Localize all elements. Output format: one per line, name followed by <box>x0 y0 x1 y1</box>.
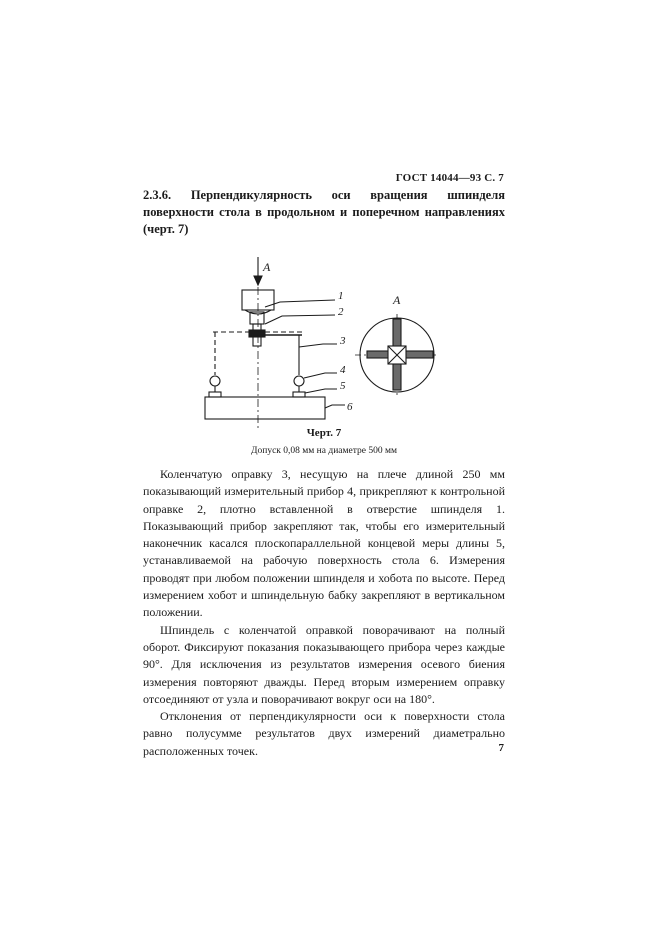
view-a-label: A <box>393 293 401 307</box>
figure-caption: Черт. 7 <box>306 427 342 439</box>
leader-2 <box>265 315 335 324</box>
indicator-left <box>210 376 220 386</box>
gauge-block-left <box>209 392 221 397</box>
leader-1 <box>265 300 335 307</box>
page-number: 7 <box>498 742 504 754</box>
section-title: Перпендикулярность оси вращения шпинделя поверхности стола в продольном и поперечном направлениях (черт. 7) <box>143 188 506 236</box>
leader-4 <box>304 373 337 378</box>
paragraph-2: Шпиндель с коленчатой оправкой поворачивают на полный оборот. Фиксируют показания показывающего прибора через каждые 90°. Для исключения из результатов измерения осевого биения измерения повторяют дважды. Перед вторым измерением оправку отсоединяют от узла и поворачивают вокруг оси на 180°. <box>143 622 505 706</box>
callout-4: 4 <box>340 364 346 376</box>
section-number: 2.3.6. <box>143 188 172 202</box>
work-table <box>205 397 325 419</box>
indicator-right <box>294 376 304 386</box>
callout-1: 1 <box>338 290 344 302</box>
callout-5: 5 <box>340 380 346 392</box>
leader-6 <box>325 405 345 408</box>
gauge-block-right <box>293 392 305 397</box>
tolerance-note: Допуск 0,08 мм на диаметре 500 мм <box>251 446 397 456</box>
callout-3: 3 <box>340 335 346 347</box>
paragraph-1: Коленчатую оправку 3, несущую на плече длиной 250 мм показывающий измерительный прибор 4, прикрепляют к контрольной оправке 2, плотно вставленной в отверстие шпинделя 1. Показывающий прибор закрепляют так, чтобы его измерительный наконечник касался плоскопараллельной концевой меры длины 5, устанавливаемой на рабочую поверхность стола 6. Измерения проводят при любом положении шпинделя и хобота по высоте. Перед измерением хобот и шпиндельную бабку закрепляют в вертикальном положении. <box>143 467 505 620</box>
page-header: ГОСТ 14044—93 С. 7 <box>395 172 504 184</box>
callout-2: 2 <box>338 306 344 318</box>
mandrel-clamp <box>249 330 265 337</box>
leader-3 <box>299 344 337 347</box>
arrow-a-label: A <box>263 260 271 274</box>
body-text <box>143 466 505 760</box>
section-heading <box>143 187 505 238</box>
leader-5 <box>305 389 337 393</box>
arrow-a-head <box>254 276 262 285</box>
callout-6: 6 <box>347 401 353 413</box>
paragraph-3: Отклонения от перпендикулярности оси к поверхности стола равно полусумме результатов двух измерений диаметрально расположенных точек. <box>143 709 505 758</box>
